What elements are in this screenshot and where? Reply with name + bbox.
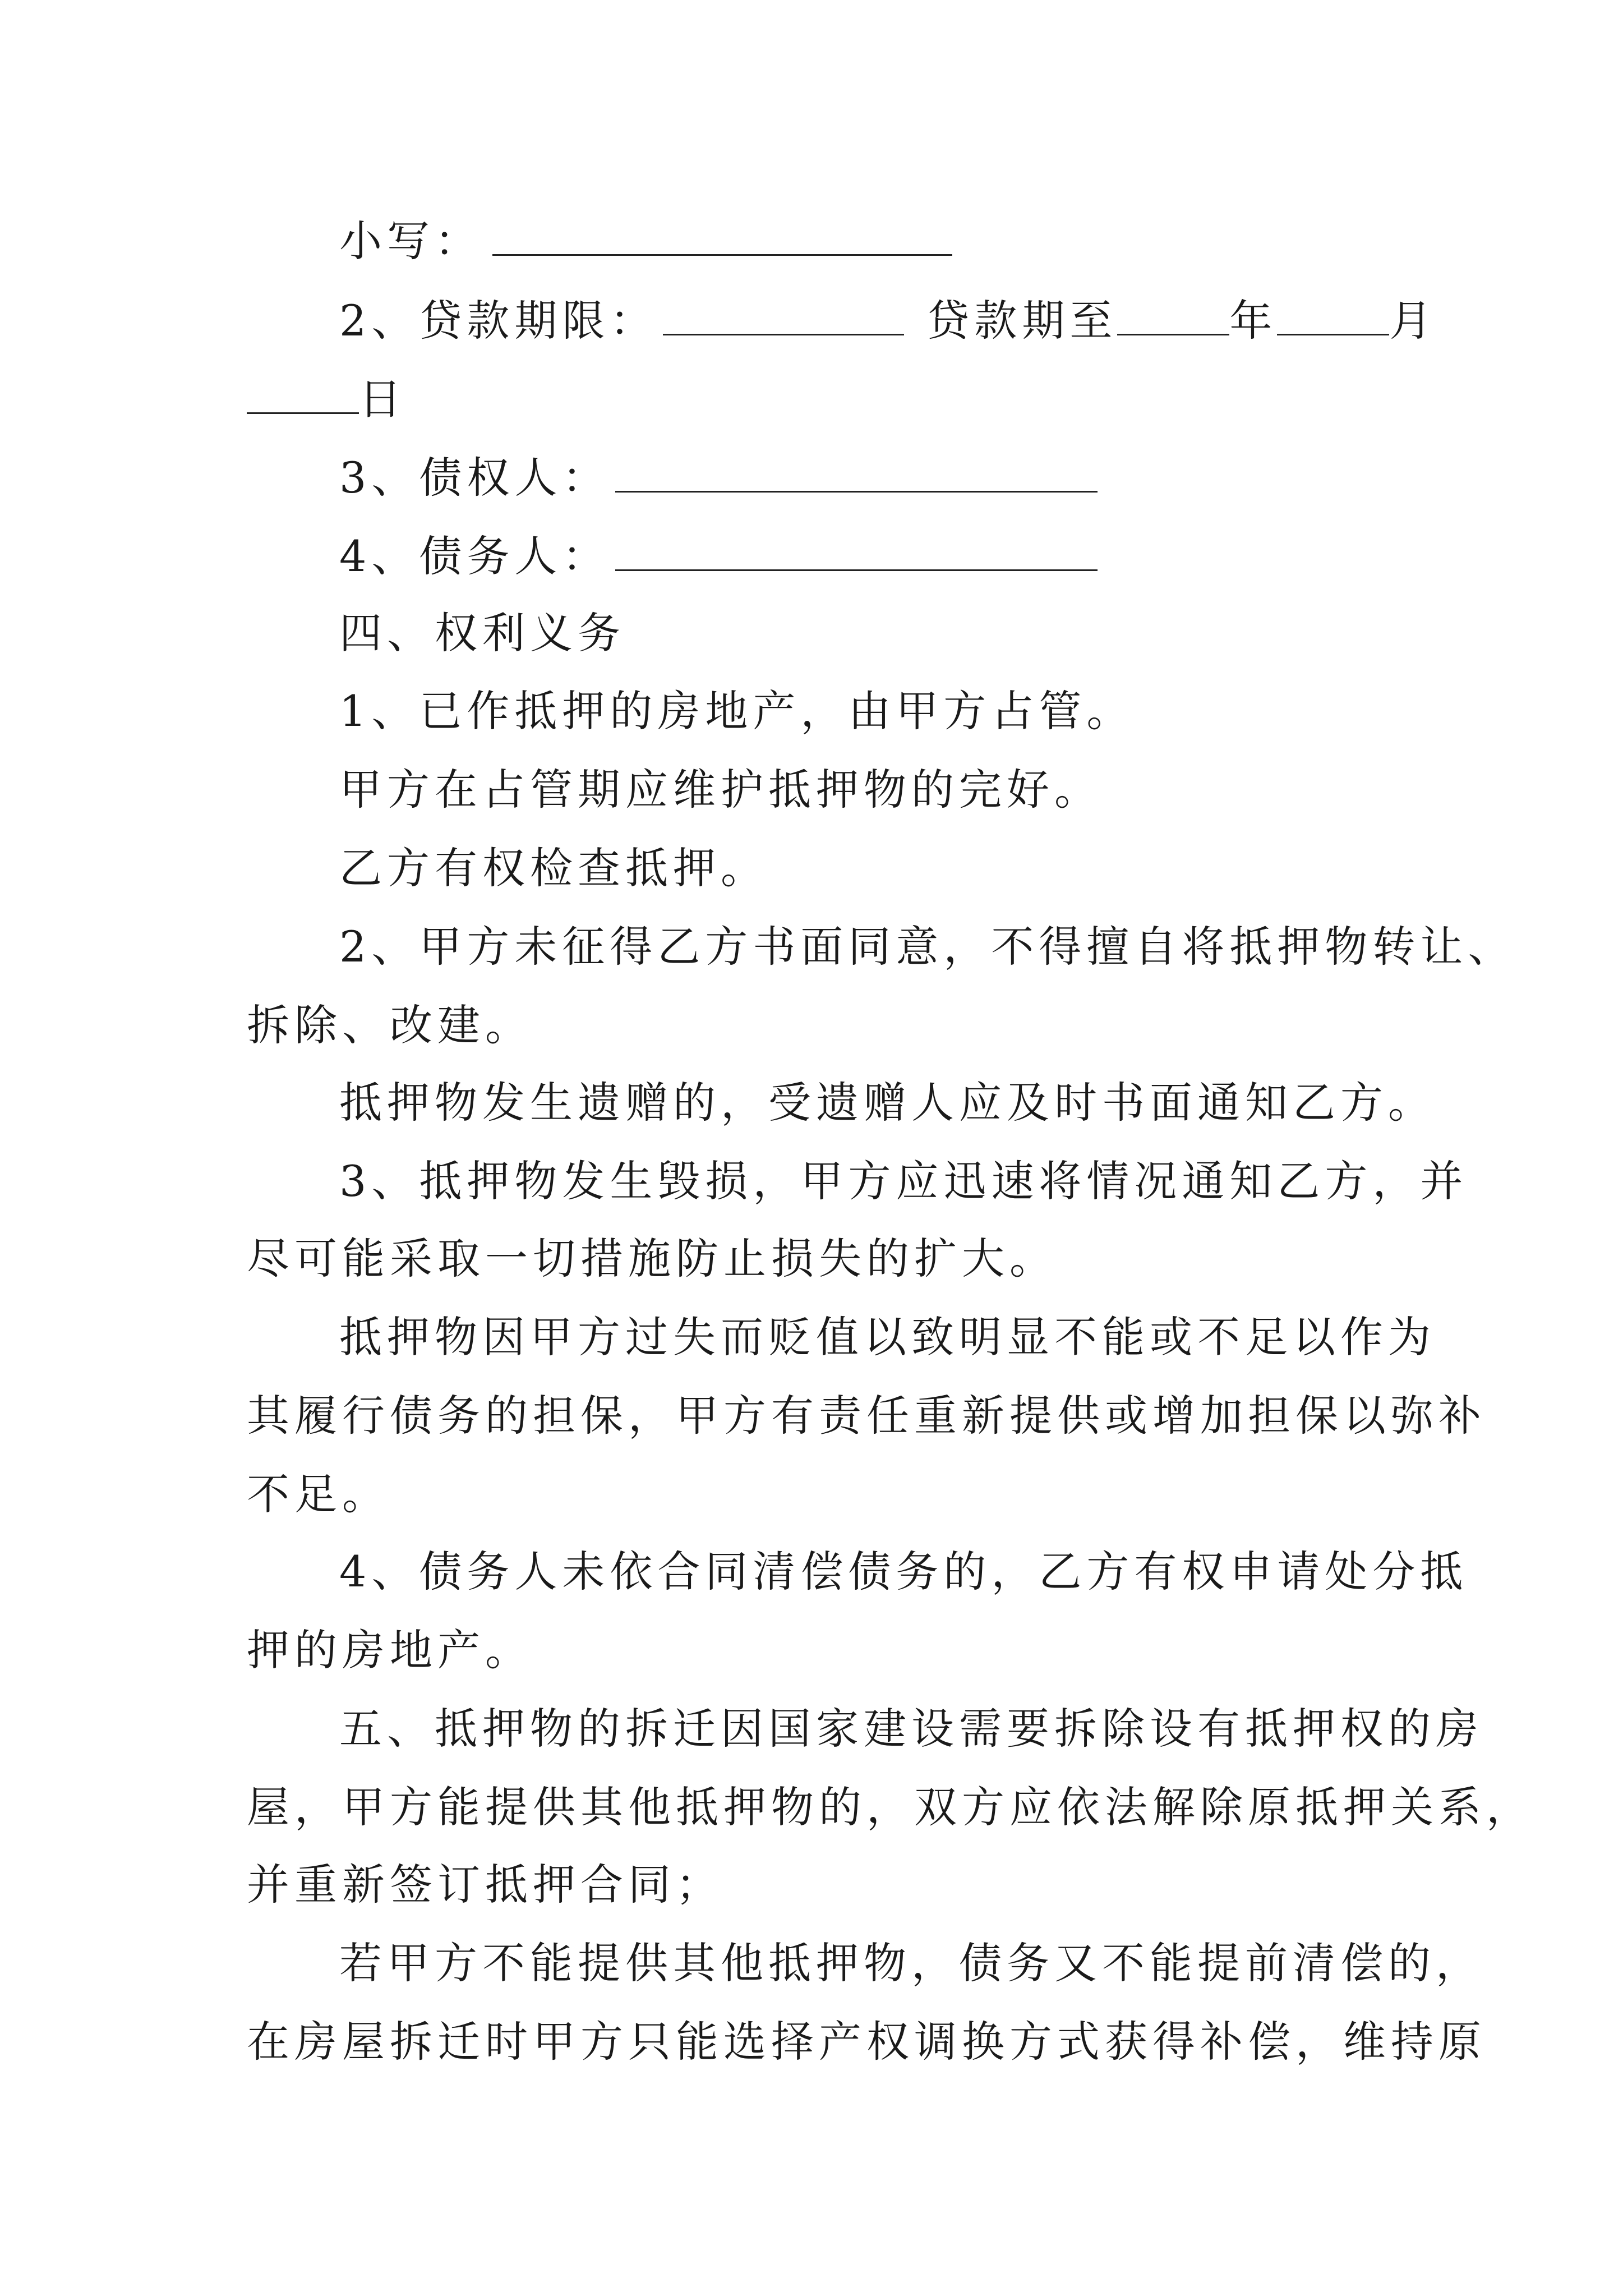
loan-term-blank [663,295,904,335]
due-day-line [247,373,407,425]
loan-term-line [339,295,1437,347]
loan-term-label: 2、贷款期限： [339,296,658,346]
day-label: 日 [359,374,407,424]
debtor-line [339,530,1098,582]
paragraph-text: 屋，甲方能提供其他抵押物的，双方应依法解除原抵押关系， [247,1782,1534,1832]
paragraph-text: 4、债务人未依合同清偿债务的，乙方有权申请处分抵 [339,1547,1468,1596]
paragraph-text: 甲方在占管期应维护抵押物的完好。 [339,765,1102,815]
due-day-blank [247,373,359,414]
paragraph-text: 若甲方不能提供其他抵押物，债务又不能提前清偿的， [339,1938,1483,1988]
paragraph-text: 其履行债务的担保，甲方有责任重新提供或增加担保以弥补 [247,1391,1486,1441]
paragraph-text: 3、抵押物发生毁损，甲方应迅速将情况通知乙方，并 [339,1156,1468,1206]
paragraph-text: 在房屋拆迁时甲方只能选择产权调换方式获得补偿，维持原 [247,2017,1486,2067]
amount-lowercase-line [339,215,952,267]
section-five-text: 五、抵押物的拆迁因国家建设需要拆除设有抵押权的房 [339,1704,1483,1754]
section-four-heading: 四、权利义务 [339,608,625,658]
paragraph-text: 拆除、改建。 [247,1000,533,1050]
month-label: 月 [1389,296,1437,346]
paragraph-text: 乙方有权检查抵押。 [339,843,768,893]
loan-due-label: 贷款期至 [926,296,1118,346]
amount-lowercase-label: 小写： [339,216,482,266]
paragraph-text: 2、甲方未征得乙方书面同意，不得擅自将抵押物转让、 [339,922,1516,972]
paragraph-text: 不足。 [247,1469,390,1519]
creditor-line [339,452,1098,504]
paragraph-text: 抵押物发生遗赠的，受遗赠人应及时书面通知乙方。 [339,1078,1436,1128]
paragraph-text: 1、已作抵押的房地产，由甲方占管。 [339,686,1135,736]
creditor-label: 3、债权人： [339,453,610,503]
amount-lowercase-blank [492,215,952,256]
debtor-blank [615,530,1098,571]
creditor-blank [615,452,1098,493]
due-month-blank [1277,295,1389,335]
debtor-label: 4、债务人： [339,531,610,581]
paragraph-text: 抵押物因甲方过失而贬值以致明显不能或不足以作为 [339,1312,1436,1362]
paragraph-text: 押的房地产。 [247,1625,533,1675]
paragraph-text: 尽可能采取一切措施防止损失的扩大。 [247,1234,1057,1283]
year-label: 年 [1229,296,1278,346]
due-year-blank [1117,295,1229,335]
paragraph-text: 并重新签订抵押合同； [247,1860,723,1910]
